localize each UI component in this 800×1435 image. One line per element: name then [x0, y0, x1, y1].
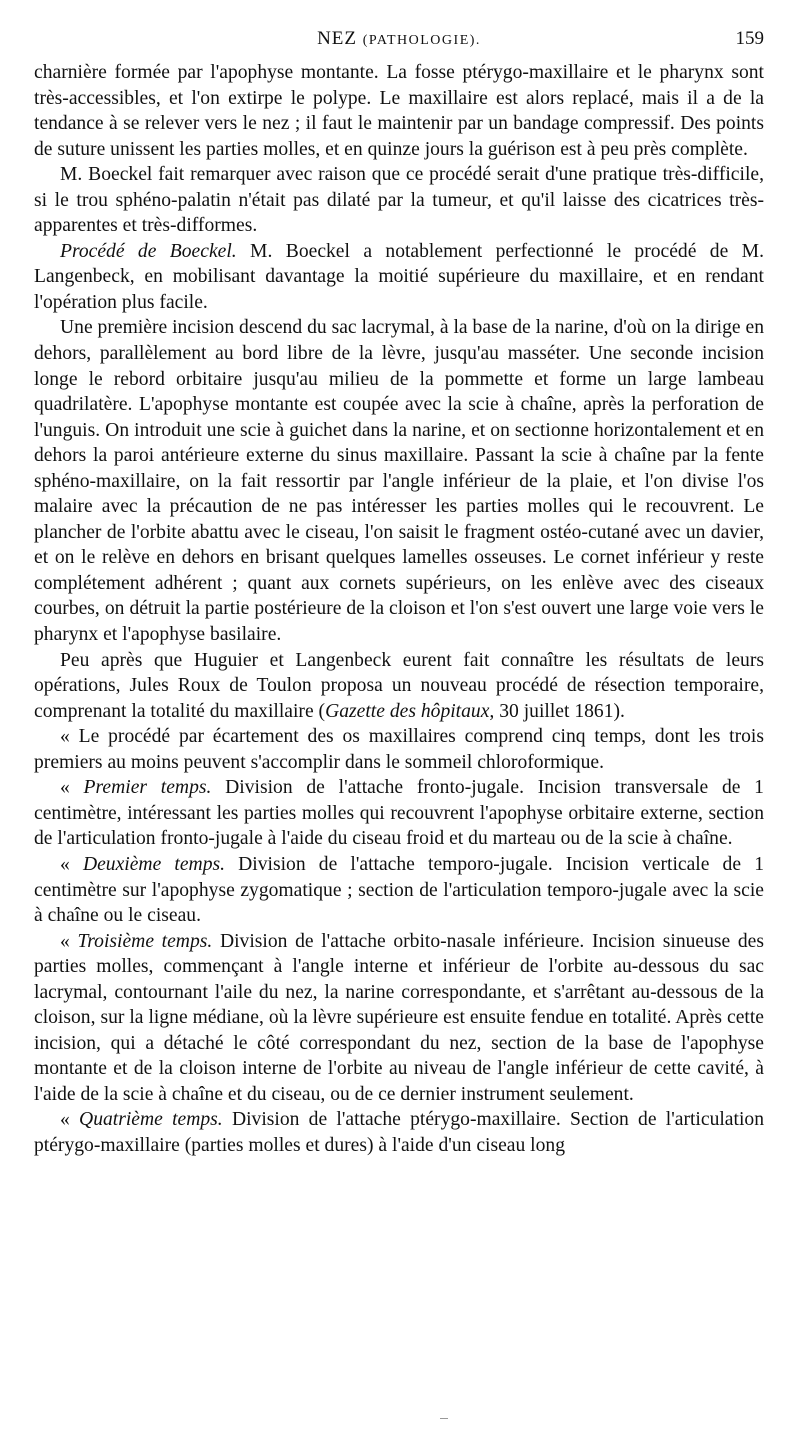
- page-number: 159: [735, 28, 764, 49]
- paragraph-text: M. Boeckel fait remarquer avec raison que ce procédé serait d'une pratique très-difficile, si le trou sphéno-palatin n'était pas dilaté par la tumeur, et qu'il laisse des cicatrices très-apparentes et très-difformes.: [34, 164, 764, 237]
- paragraph: [34, 162, 764, 239]
- italic-text: Premier temps.: [83, 777, 212, 799]
- italic-text: Deuxième temps.: [82, 853, 226, 875]
- paragraph-text: Division de l'attache ptérygo-maxillaire. Section de l'articulation ptérygo-maxillaire (parties molles et dures) à l'aide d'un ciseau long: [34, 1109, 764, 1156]
- paragraph: [34, 60, 764, 162]
- paragraph: [34, 775, 764, 852]
- italic-text: Procédé de Boeckel.: [60, 240, 237, 262]
- paragraph-text: Peu après que Huguier et Langenbeck eurent fait connaître les résultats de leurs opérations, Jules Roux de Toulon proposa un nouveau procédé de résection temporaire, comprenant la totalité du maxillaire (: [34, 649, 764, 722]
- paragraph-text: Division de l'attache orbito-nasale inférieure. Incision sinueuse des parties molles, commençant à l'angle interne et inférieur de l'orbite au-dessous du sac lacrymal, contournant l'aile du nez, la narine correspondante, et s'arrêtant au-dessous de la cloison, sur la ligne médiane, où la lèvre supérieure est ensuite fendue en totalité. Après cette incision, qui a détaché le côté correspondant du nez, section de la base de l'apophyse montante et de la cloison interne de l'orbite au niveau de l'angle inférieur de cette cavité, à l'aide de la scie à chaîne et du ciseau, ou de ce dernier instrument seulement.: [34, 930, 764, 1105]
- running-head-title: NEZ: [317, 28, 358, 49]
- italic-text: Gazette des hôpitaux,: [325, 700, 495, 722]
- paragraph: [34, 724, 764, 775]
- paragraph-text: « Le procédé par écartement des os maxillaires comprend cinq temps, dont les trois premiers au moins peuvent s'accomplir dans le sommeil chloroformique.: [34, 726, 764, 773]
- italic-text: Troisième temps.: [77, 930, 213, 952]
- paragraph: [34, 648, 764, 725]
- paragraph-text: Une première incision descend du sac lacrymal, à la base de la narine, d'où on la dirige en dehors, parallèlement au bord libre de la lèvre, jusqu'au masséter. Une seconde incision longe le rebord orbitaire jusqu'au milieu de la pommette et forme un large lambeau quadrilatère. L'apophyse montante est coupée avec la scie à chaîne, après la perforation de l'unguis. On introduit une scie à guichet dans la narine, et on sectionne horizontalement et en dehors la paroi antérieure externe du sinus maxillaire. Passant la scie à chaîne par la fente sphéno-maxillaire, on la fait ressortir par l'angle inférieur de la plaie, et l'on divise l'os malaire avec la précaution de ne pas intéresser les parties molles qui le recouvrent. Le plancher de l'orbite abattu avec le ciseau, l'on saisit le fragment ostéo-cutané avec un davier, et on le relève en dehors en brisant quelques lamelles osseuses. Le cornet inférieur y reste complétement adhérent ; quant aux cornets supérieurs, on les enlève avec des ciseaux courbes, on détruit la partie postérieure de la cloison et l'on s'est ouvert une large voie vers le pharynx et l'apophyse basilaire.: [34, 317, 764, 646]
- italic-text: Quatrième temps.: [79, 1109, 223, 1131]
- paragraph: [34, 1107, 764, 1158]
- paragraph-text: charnière formée par l'apophyse montante. La fosse ptérygo-maxillaire et le pharynx sont très-accessibles, et l'on extirpe le polype. Le maxillaire est alors replacé, mais il a de la tendance à se relever vers le nez ; il faut le maintenir par un bandage compressif. Des points de suture unissent les parties molles, et en quinze jours la guérison est à peu près complète.: [34, 62, 764, 160]
- paragraph-text: «: [60, 777, 84, 799]
- running-head-subtitle: (PATHOLOGIE).: [362, 33, 481, 48]
- paragraph-text: «: [60, 853, 83, 875]
- paragraph-text: «: [60, 1109, 80, 1131]
- paragraph: [34, 852, 764, 929]
- paragraph: [34, 239, 764, 316]
- paragraph-text: Division de l'attache fronto-jugale. Incision transversale de 1 centimètre, intéressant les parties molles qui recouvrent l'apophyse orbitaire externe, section de l'articulation fronto-jugale à l'aide du ciseau froid et du marteau ou de la scie à chaîne.: [34, 777, 764, 850]
- paragraph-text: 30 juillet 1861).: [494, 700, 625, 722]
- body-text: [34, 60, 764, 1159]
- paragraph-text: M. Boeckel a notablement perfectionné le procédé de M. Langenbeck, en mobilisant davantage la moitié supérieure du maxillaire, et en rendant l'opération plus facile.: [34, 240, 764, 313]
- paragraph: [34, 929, 764, 1108]
- paragraph-text: Division de l'attache temporo-jugale. Incision verticale de 1 centimètre sur l'apophyse zygomatique ; section de l'articulation temporo-jugale avec la scie à chaîne ou le ciseau.: [34, 853, 764, 927]
- paragraph: [34, 315, 764, 647]
- bottom-mark: [440, 1418, 448, 1419]
- paragraph-text: «: [60, 930, 78, 952]
- running-head: [34, 28, 764, 50]
- page-header: [34, 28, 764, 58]
